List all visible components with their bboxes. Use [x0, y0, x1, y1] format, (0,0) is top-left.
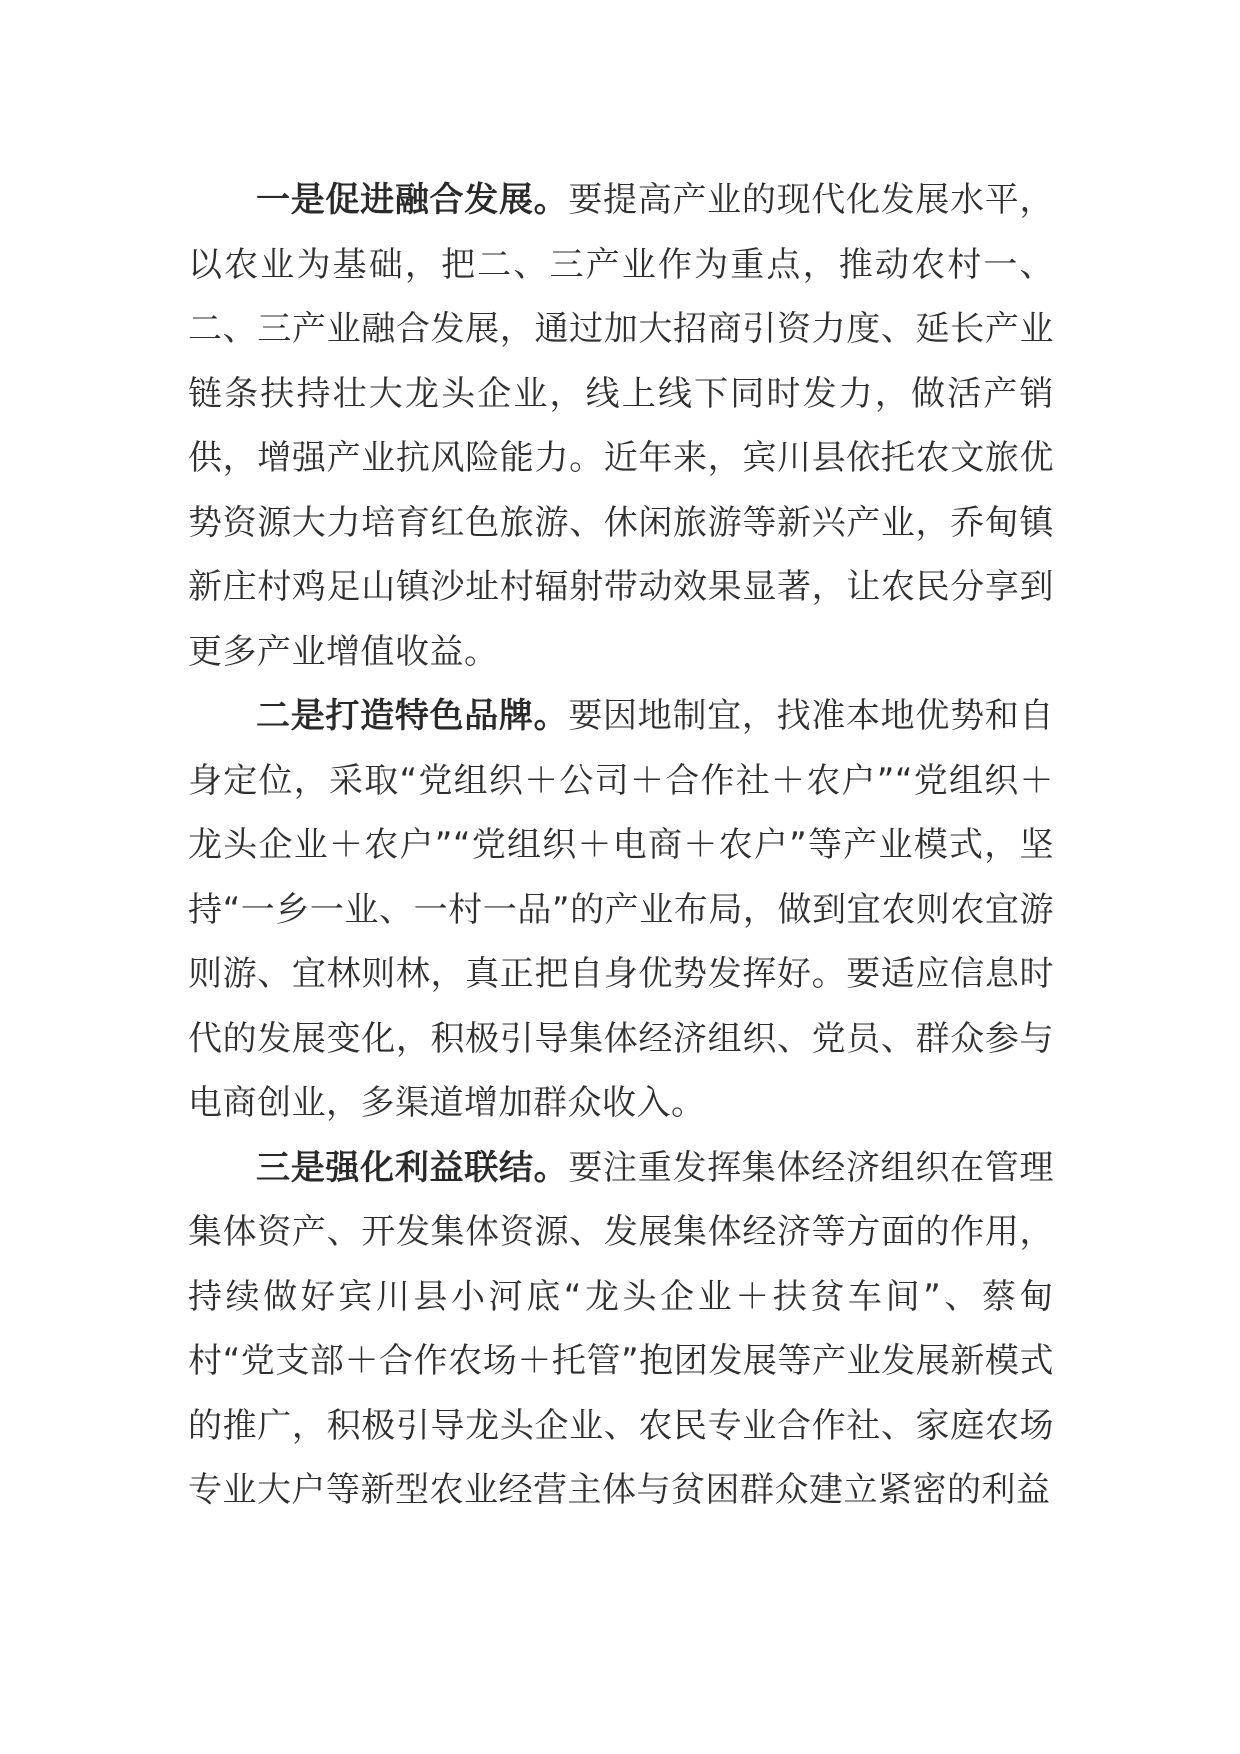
- paragraph-integration: [188, 168, 1054, 684]
- paragraph-heading: 一是促进融合发展。: [256, 180, 569, 220]
- paragraph-text: 要提高产业的现代化发展水平，以农业为基础，把二、三产业作为重点，推动农村一、二、三产业融合发展，通过加大招商引资力度、延长产业链条扶持壮大龙头企业，线上线下同时发力，做活产销供，增强产业抗风险能力。近年来，宾川县依托农文旅优势资源大力培育红色旅游、休闲旅游等新兴产业，乔甸镇新庄村鸡足山镇沙址村辐射带动效果显著，让农民分享到更多产业增值收益。: [188, 180, 1055, 672]
- paragraph-heading: 二是打造特色品牌。: [256, 696, 569, 736]
- paragraph-interest: [188, 1136, 1054, 1523]
- paragraph-text: 要注重发挥集体经济组织在管理集体资产、开发集体资源、发展集体经济等方面的作用，持续做好宾川县小河底“龙头企业＋扶贫车间”、蔡甸村“党支部＋合作农场＋托管”抱团发展等产业发展新模式的推广，积极引导龙头企业、农民专业合作社、家庭农场专业大户等新型农业经营主体与贫困群众建立紧密的利益: [188, 1147, 1055, 1510]
- paragraph-brand: [188, 684, 1054, 1136]
- paragraph-heading: 三是强化利益联结。: [256, 1147, 569, 1188]
- paragraph-text: 要因地制宜，找准本地优势和自身定位，采取“党组织＋公司＋合作社＋农户”“党组织＋龙头企业＋农户”“党组织＋电商＋农户”等产业模式，坚持“一乡一业、一村一品”的产业布局，做到宜农则农宜游则游、宜林则林，真正把自身优势发挥好。要适应信息时代的发展变化，积极引导集体经济组织、党员、群众参与电商创业，多渠道增加群众收入。: [188, 696, 1055, 1123]
- document-body: [188, 168, 1054, 1523]
